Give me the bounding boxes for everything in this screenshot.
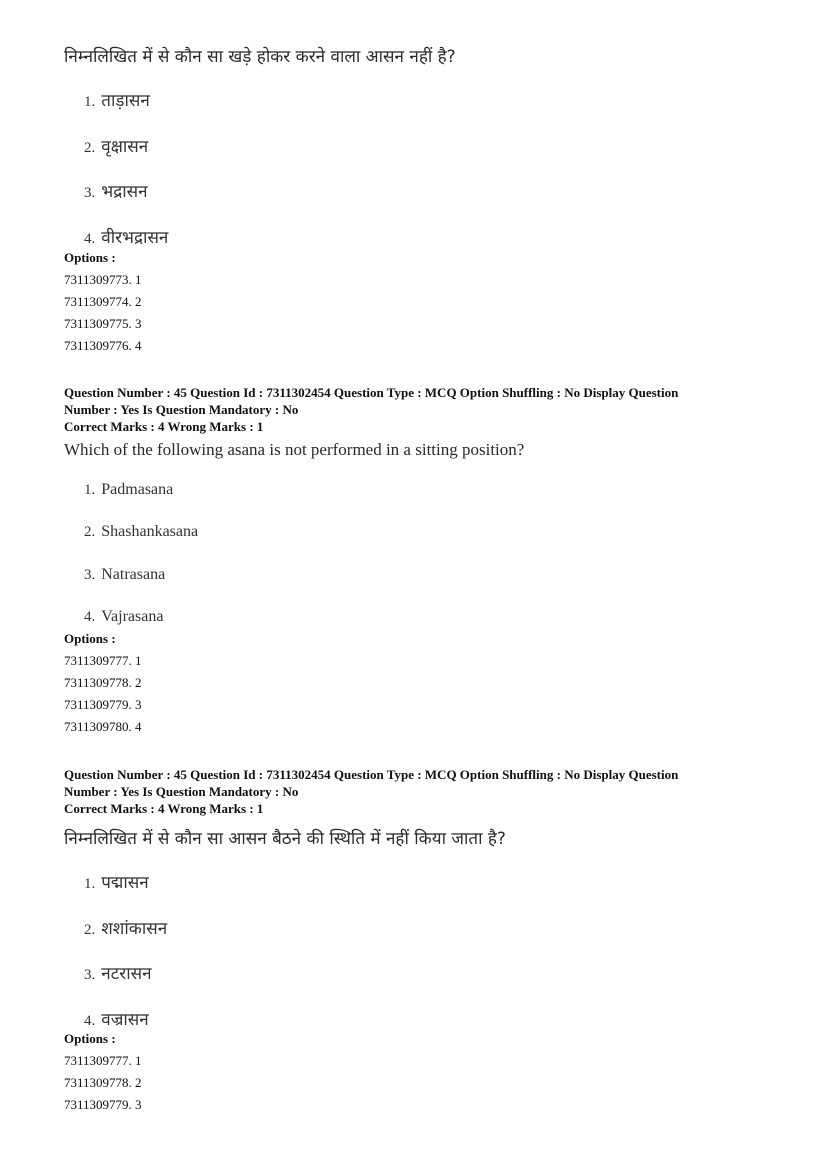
choice-text: वीरभद्रासन [101,228,169,248]
choice-4 [84,1007,149,1030]
option-id: 7311309777. 1 [64,1053,142,1068]
option-id: 7311309778. 2 [64,675,142,690]
question-meta-line: Question Number : 45 Question Id : 7311302454 Question Type : MCQ Option Shuffling : No Display Question [64,385,679,400]
choice-text: ताड़ासन [101,91,150,111]
question-marks: Correct Marks : 4 Wrong Marks : 1 [64,419,264,434]
choice-text: Shashankasana [101,523,199,540]
choice-number: 1. [84,876,96,892]
options-label: Options : [64,631,116,646]
choice-number: 4. [84,1013,96,1029]
choice-number: 1. [84,482,96,498]
choice-text: वज्रासन [101,1010,149,1030]
choice-1 [84,870,149,893]
choice-number: 1. [84,94,96,110]
choice-text: पद्मासन [101,873,149,893]
question-text-hindi: निम्नलिखित में से कौन सा खड़े होकर करने वाला आसन नहीं है? [64,47,456,67]
choice-number: 2. [84,524,96,540]
question-meta [64,384,764,435]
choice-text: Padmasana [101,481,174,498]
option-id: 7311309780. 4 [64,719,142,734]
option-id: 7311309777. 1 [64,653,142,668]
choice-text: Natrasana [101,566,166,583]
choice-number: 4. [84,609,96,625]
option-id: 7311309779. 3 [64,1097,142,1112]
option-id: 7311309773. 1 [64,272,142,287]
question-meta [64,766,764,817]
question-marks: Correct Marks : 4 Wrong Marks : 1 [64,801,264,816]
question-text-hindi: निम्नलिखित में से कौन सा आसन बैठने की स्थिति में नहीं किया जाता है? [64,829,506,849]
choice-text: Vajrasana [101,608,164,625]
choice-number: 3. [84,185,96,201]
choice-text: शशांकासन [101,919,168,939]
question-meta-line: Question Number : 45 Question Id : 7311302454 Question Type : MCQ Option Shuffling : No Display Question [64,767,679,782]
option-id: 7311309779. 3 [64,697,142,712]
choice-text: वृक्षासन [101,137,149,157]
options-label: Options : [64,250,116,265]
choice-text: नटरासन [101,964,152,984]
choice-number: 2. [84,922,96,938]
choice-text: भद्रासन [101,182,148,202]
option-id: 7311309774. 2 [64,294,142,309]
choice-2 [84,523,198,541]
option-id: 7311309775. 3 [64,316,142,331]
choice-number: 3. [84,567,96,583]
question-text-english: Which of the following asana is not performed in a sitting position? [64,440,525,459]
options-label: Options : [64,1031,116,1046]
choice-4 [84,225,168,248]
question-meta-line: Number : Yes Is Question Mandatory : No [64,402,299,417]
choice-number: 3. [84,967,96,983]
choice-number: 2. [84,140,96,156]
choice-2 [84,134,148,157]
choice-3 [84,179,148,202]
question-meta-line: Number : Yes Is Question Mandatory : No [64,784,299,799]
option-id: 7311309778. 2 [64,1075,142,1090]
choice-2 [84,916,167,939]
choice-3 [84,961,152,984]
choice-1 [84,481,173,499]
choice-number: 4. [84,231,96,247]
choice-1 [84,88,150,111]
option-id: 7311309776. 4 [64,338,142,353]
choice-3 [84,566,165,584]
choice-4 [84,608,163,626]
